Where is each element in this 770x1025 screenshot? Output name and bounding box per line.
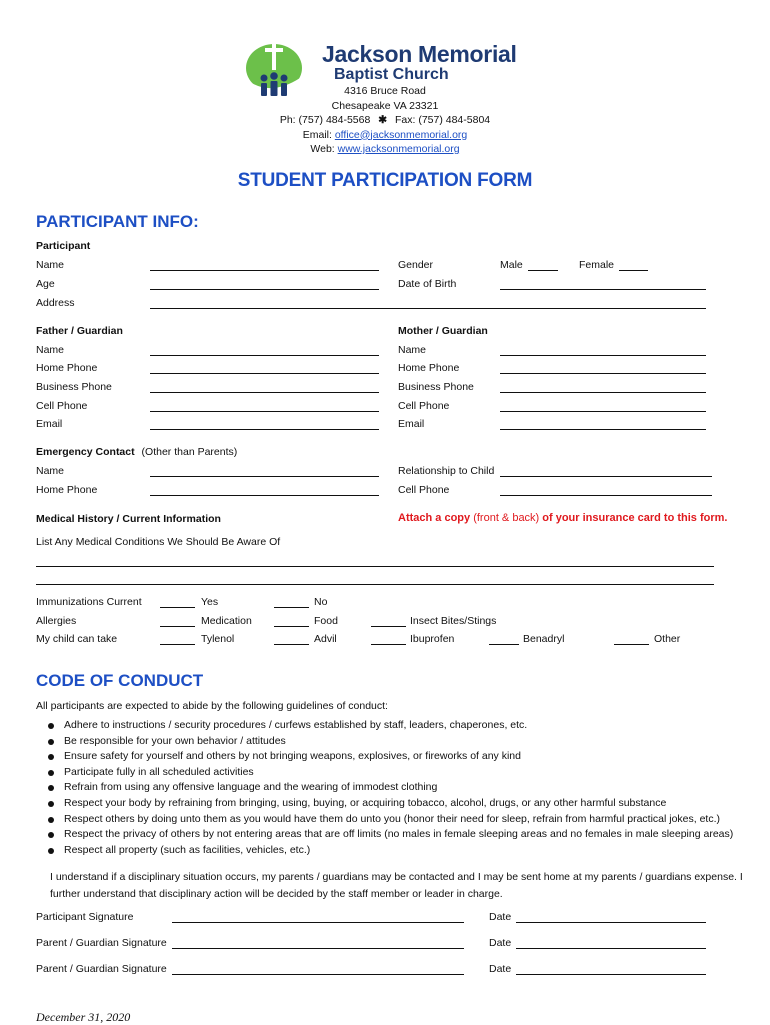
address-line1: 4316 Bruce Road — [344, 85, 426, 97]
parent1-date-field[interactable] — [516, 948, 706, 949]
parent2-signature-field[interactable] — [172, 974, 464, 975]
medication-field[interactable] — [160, 626, 195, 627]
gender-label: Gender — [398, 259, 434, 271]
parent2-signature-label: Parent / Guardian Signature — [36, 963, 167, 975]
insurance-note-a: Attach a copy — [398, 512, 471, 524]
parent2-date-label: Date — [489, 963, 512, 975]
participant-subheading: Participant — [36, 240, 91, 252]
emergency-name-field[interactable] — [150, 476, 379, 477]
allergies-label: Allergies — [36, 615, 77, 627]
list-item: Adhere to instructions / security procedures / curfews established by staff, leaders, chaperones, etc. — [46, 718, 733, 734]
list-item: Respect the privacy of others by not entering areas that are off limits (no males in female sleeping areas and no females in male sleeping areas) — [46, 827, 733, 843]
no-label: No — [314, 596, 328, 608]
other-label: Other — [654, 633, 681, 645]
emergency-home-phone-label: Home Phone — [36, 484, 98, 496]
list-item: Respect others by doing unto them as you would have them do unto you (honor their need for sleep, refrain from harmful practical jokes, etc.) — [46, 812, 733, 828]
address-block — [235, 84, 535, 157]
participant-name-field[interactable] — [150, 270, 379, 271]
insurance-note — [398, 512, 727, 524]
father-name-label: Name — [36, 344, 65, 356]
no-field[interactable] — [274, 607, 309, 608]
father-home-phone-label: Home Phone — [36, 362, 98, 374]
food-label: Food — [314, 615, 338, 627]
father-heading: Father / Guardian — [36, 325, 123, 337]
other-field[interactable] — [614, 644, 649, 645]
list-item: Respect all property (such as facilities, vehicles, etc.) — [46, 843, 733, 859]
participant-age-field[interactable] — [150, 289, 379, 290]
mother-email-label: Email — [398, 418, 425, 430]
participant-address-label: Address — [36, 297, 75, 309]
insect-label: Insect Bites/Stings — [410, 615, 497, 627]
medical-conditions-field-1[interactable] — [36, 566, 714, 567]
mother-name-field[interactable] — [500, 355, 706, 356]
male-label: Male — [500, 259, 523, 271]
parent2-date-field[interactable] — [516, 974, 706, 975]
male-field[interactable] — [528, 270, 558, 271]
address-line2: Chesapeake VA 23321 — [331, 99, 439, 112]
church-name — [322, 42, 517, 84]
father-cell-phone-label: Cell Phone — [36, 400, 88, 412]
conduct-heading: CODE OF CONDUCT — [36, 671, 204, 690]
conduct-intro: All participants are expected to abide by the following guidelines of conduct: — [36, 700, 388, 712]
conduct-list — [46, 718, 733, 858]
mother-name-label: Name — [398, 344, 427, 356]
understand-paragraph — [50, 869, 743, 903]
church-name-line1: Jackson Memorial — [322, 41, 517, 67]
relationship-label: Relationship to Child — [398, 465, 495, 477]
benadryl-field[interactable] — [489, 644, 519, 645]
father-home-phone-field[interactable] — [150, 373, 379, 374]
medical-list-label: List Any Medical Conditions We Should Be Aware Of — [36, 536, 281, 548]
emergency-name-label: Name — [36, 465, 65, 477]
phone-text: Ph: (757) 484-5568 — [279, 114, 371, 126]
participant-info-heading: PARTICIPANT INFO: — [36, 212, 199, 231]
understand-line2: further understand that disciplinary action will be decided by the staff member or leader in charge. — [50, 888, 503, 900]
relationship-field[interactable] — [500, 476, 712, 477]
phone-fax-line — [235, 113, 535, 128]
mother-email-field[interactable] — [500, 429, 706, 430]
father-cell-phone-field[interactable] — [150, 411, 379, 412]
web-link[interactable]: www.jacksonmemorial.org — [337, 143, 460, 155]
participant-age-label: Age — [36, 278, 55, 290]
yes-field[interactable] — [160, 607, 195, 608]
medical-heading: Medical History / Current Information — [36, 513, 221, 525]
participant-date-label: Date — [489, 911, 512, 923]
insect-field[interactable] — [371, 626, 406, 627]
mother-home-phone-label: Home Phone — [398, 362, 460, 374]
father-business-phone-field[interactable] — [150, 392, 379, 393]
fax-text: Fax: (757) 484-5804 — [394, 114, 491, 126]
father-email-label: Email — [36, 418, 63, 430]
web-line — [235, 142, 535, 157]
medication-label: Medication — [201, 615, 252, 627]
father-email-field[interactable] — [150, 429, 379, 430]
mother-business-phone-field[interactable] — [500, 392, 706, 393]
yes-label: Yes — [201, 596, 219, 608]
father-name-field[interactable] — [150, 355, 379, 356]
mother-business-phone-label: Business Phone — [398, 381, 474, 393]
list-item: Refrain from using any offensive language and the wearing of immodest clothing — [46, 780, 733, 796]
immunizations-label: Immunizations Current — [36, 596, 142, 608]
participant-signature-label: Participant Signature — [36, 911, 134, 923]
insurance-note-b: (front & back) — [470, 512, 543, 524]
email-link[interactable]: office@jacksonmemorial.org — [334, 128, 468, 141]
form-title: STUDENT PARTICIPATION FORM — [237, 170, 533, 191]
mother-cell-phone-field[interactable] — [500, 411, 706, 412]
ibuprofen-field[interactable] — [371, 644, 406, 645]
list-item: Respect your body by refraining from bringing, using, buying, or acquiring tobacco, alcohol, drugs, or any other harmful substance — [46, 796, 733, 812]
emergency-home-phone-field[interactable] — [150, 495, 379, 496]
mother-heading: Mother / Guardian — [398, 325, 488, 337]
female-field[interactable] — [619, 270, 648, 271]
mother-home-phone-field[interactable] — [500, 373, 706, 374]
benadryl-label: Benadryl — [523, 633, 565, 645]
participant-address-field[interactable] — [150, 308, 706, 309]
advil-label: Advil — [314, 633, 337, 645]
parent1-signature-label: Parent / Guardian Signature — [36, 937, 167, 949]
emergency-cell-phone-field[interactable] — [500, 495, 712, 496]
female-label: Female — [579, 259, 615, 271]
email-line — [235, 128, 535, 143]
advil-field[interactable] — [274, 644, 309, 645]
asterisk-icon: ✱ — [378, 114, 388, 126]
emergency-cell-phone-label: Cell Phone — [398, 484, 450, 496]
emergency-heading — [36, 446, 237, 458]
email-label: Email: — [302, 128, 335, 141]
dob-label: Date of Birth — [398, 278, 457, 290]
food-field[interactable] — [274, 626, 309, 627]
understand-line1: I understand if a disciplinary situation occurs, my parents / guardians may be contacted and I may be sent home at my parents / guardians expense. I — [50, 871, 743, 883]
web-label: Web: — [310, 143, 338, 155]
father-business-phone-label: Business Phone — [36, 381, 112, 393]
list-item: Participate fully in all scheduled activities — [46, 765, 733, 781]
participant-date-field[interactable] — [516, 922, 706, 923]
footer-date: December 31, 2020 — [36, 1010, 131, 1024]
insurance-note-c: of your insurance card to this form. — [542, 512, 728, 524]
church-name-line2: Baptist Church — [334, 66, 449, 83]
participant-name-label: Name — [36, 259, 65, 271]
participant-signature-field[interactable] — [172, 922, 464, 923]
emergency-title: Emergency Contact — [36, 446, 135, 458]
list-item: Be responsible for your own behavior / attitudes — [46, 734, 733, 750]
emergency-note: (Other than Parents) — [141, 446, 238, 458]
child-take-label: My child can take — [36, 633, 118, 645]
dob-field[interactable] — [500, 289, 706, 290]
ibuprofen-label: Ibuprofen — [410, 633, 455, 645]
medical-conditions-field-2[interactable] — [36, 584, 714, 585]
parent1-date-label: Date — [489, 937, 512, 949]
list-item: Ensure safety for yourself and others by not bringing weapons, explosives, or fireworks of any kind — [46, 749, 733, 765]
mother-cell-phone-label: Cell Phone — [398, 400, 450, 412]
parent1-signature-field[interactable] — [172, 948, 464, 949]
tylenol-label: Tylenol — [201, 633, 235, 645]
tylenol-field[interactable] — [160, 644, 195, 645]
